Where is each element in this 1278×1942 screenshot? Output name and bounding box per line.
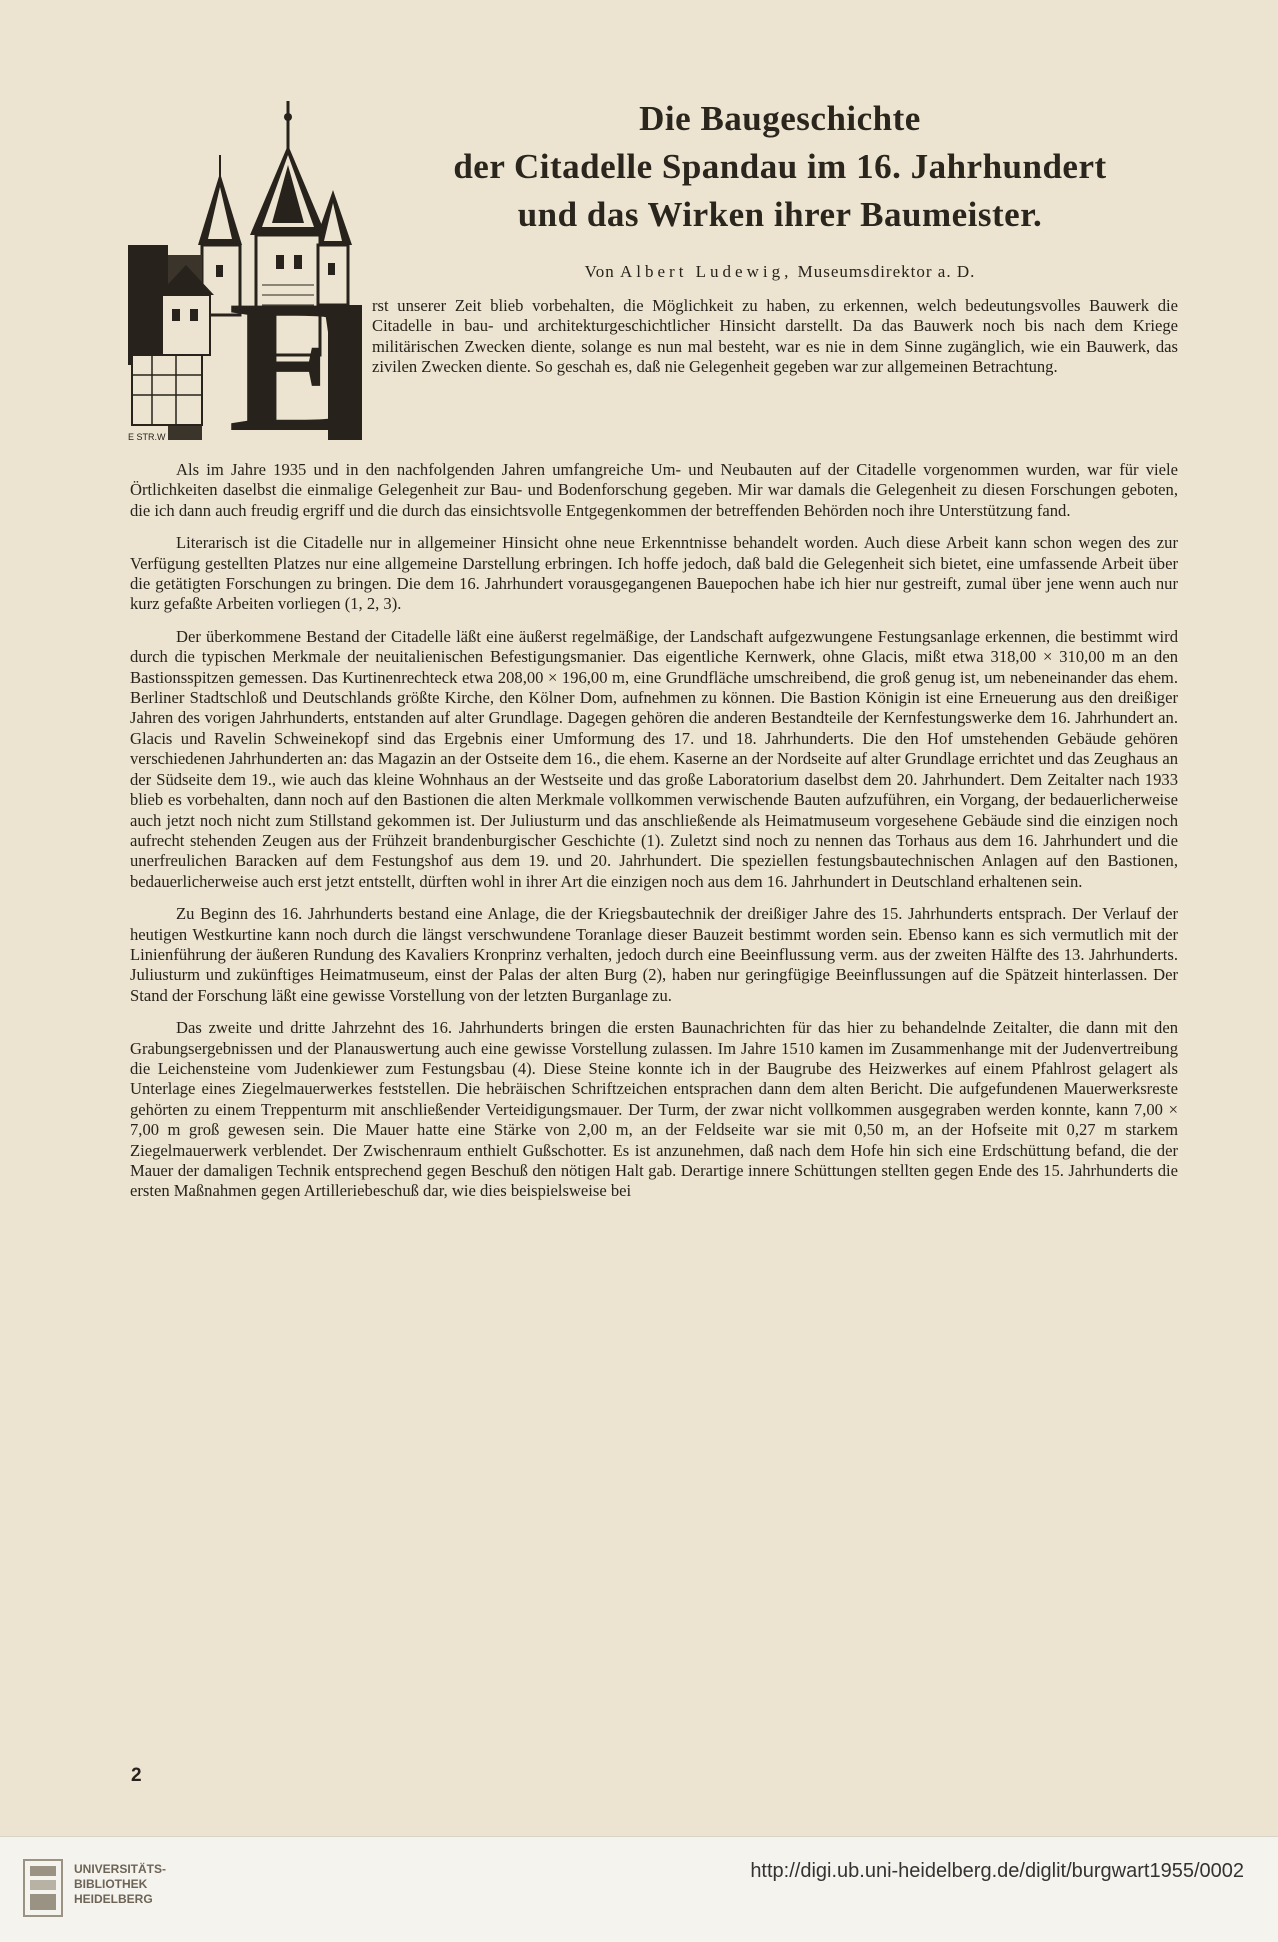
article-body: [130, 460, 1178, 1214]
body-paragraph: Der überkommene Bestand der Citadelle läßt eine äußerst regelmäßige, der Landschaft aufgezwungene Festungsanlage erkennen, die bestimmt wird durch die typischen Merkmale der neuitalienischen Befestigungsmanier. Das eigentliche Kernwerk, ohne Glacis, mißt etwa 318,00 × 310,00 m an den Bastionsspitzen gemessen. Das Kurtinenrechteck etwa 208,00 × 196,00 m, eine Grundfläche umschreibend, die groß genug ist, um nebeneinander das ehem. Berliner Stadtschloß und Deutschlands größte Kirche, den Kölner Dom, aufnehmen zu können. Die Bastion Königin ist eine Erneuerung aus den dreißiger Jahren des vorigen Jahrhunderts, entstanden auf alter Grundlage. Dagegen gehören die anderen Bestandteile der Kernfestungswerke dem 16. Jahrhundert an. Glacis und Ravelin Schweinekopf sind das Ergebnis einer Umformung des 17. und 18. Jahrhunderts. Die den Hof umstehenden Gebäude gehören verschiedenen Jahrhunderten an: das Magazin an der Ostseite dem 16., die ehem. Kaserne an der Nordseite auf alter Grundlage errichtet und das Zeughaus an der Südseite dem 19., wie auch das kleine Wohnhaus an der Westseite und das große Laboratorium daselbst dem 20. Jahrhundert. Dem Zeitalter nach 1933 blieb es vorbehalten, dann noch auf den Bastionen die alten Merkmale vollkommen verwischende Bauten aufzuführen, ein Vorgang, der bedauerlicherweise auch jetzt noch nicht zum Stillstand gekommen ist. Der Juliusturm und das anschließende als Heimatmuseum vorgesehene Gebäude sind die einzigen noch aufrecht stehenden Zeugen aus der Frühzeit brandenburgischer Geschichte (1). Zuletzt sind noch zu nennen das Torhaus aus dem 16. Jahrhundert und die unerfreulichen Baracken auf dem Festungshof aus dem 19. und 20. Jahrhundert. Die speziellen festungsbautechnischen Anlagen auf den Bastionen, bedauerlicherweise auch erst jetzt entstellt, dürften wohl in ihrer Art die einzigen noch aus dem 16. Jahrhundert in Deutschland erhaltenen sein.: [130, 626, 1178, 891]
body-paragraph: Zu Beginn des 16. Jahrhunderts bestand eine Anlage, die der Kriegsbautechnik der dreißiger Jahre des 15. Jahrhunderts entsprach. Der Verlauf der heutigen Westkurtine kann noch durch die längst verschwundene Toranlage dieser Bauzeit bestimmt worden sein. Ebenso kann es sich vermutlich mit der Linienführung der äußeren Rundung des Kavaliers Kronprinz verhalten, jedoch durch eine Beeinflussung verm. aus der zweiten Hälfte des 13. Jahrhunderts. Juliusturm und zukünftiges Heimatmuseum, einst der Palas der alten Burg (2), haben nur geringfügige Beeinflussungen auf die Spätzeit hinterlassen. Der Stand der Forschung läßt eine gewisse Vorstellung von der letzten Burganlage zu.: [130, 904, 1178, 1005]
byline-role: Museumsdirektor a. D.: [797, 262, 976, 281]
source-url-link[interactable]: http://digi.ub.uni-heidelberg.de/diglit/burgwart1955/0002: [750, 1860, 1244, 1882]
author-byline: [380, 262, 1180, 282]
initial-signature: E STR.W: [128, 432, 166, 440]
decorative-initial-e-castle-illustration: [128, 95, 366, 440]
logo-line-1: UNIVERSITÄTS-: [74, 1862, 167, 1876]
body-paragraph: Das zweite und dritte Jahrzehnt des 16. Jahrhunderts bringen die ersten Baunachrichten für das hier zu behandelnde Zeitalter, die dann mit den Grabungsergebnissen und der Planauswertung auch eine gewisse Vorstellung zulassen. Im Jahre 1510 kamen im Zusammenhange mit der Judenvertreibung die Leichensteine vom Judenkiewer zum Festungsbau (4). Diese Steine konnte ich in der Baugrube des Heizwerkes auf einem Pfahlrost gelagert als Unterlage eines Ziegelmauerwerkes feststellen. Die hebräischen Schriftzeichen entsprachen dann dem alten Bericht. Die aufgefundenen Mauerwerksreste gehörten zu einem Treppenturm mit anschließender Verteidigungsmauer. Der Turm, der zwar nicht vollkommen ausgegraben werden konnte, kann 7,00 × 7,00 m groß gewesen sein. Die Mauer hatte eine Stärke von 2,00 m, an der Feldseite war sie mit 0,50 m, an der Hofseite mit 0,27 m starkem Ziegelmauerwerk verblendet. Der Zwischenraum enthielt Gußschotter. Es ist anzunehmen, daß nach dem Hofe hin sich eine Erdschüttung befand, die der Mauer der damaligen Technik entsprechend gegen Beschuß den nötigen Halt gab. Derartige innere Schüttungen stellten gegen Ende des 15. Jahrhunderts die ersten Maßnahmen gegen Artilleriebeschuß dar, wie dies beispielsweise bei: [130, 1018, 1178, 1201]
title-line-2: der Citadelle Spandau im 16. Jahrhundert: [453, 147, 1107, 186]
footer-bar: [0, 1836, 1278, 1942]
body-paragraph: Literarisch ist die Citadelle nur in allgemeiner Hinsicht ohne neue Erkenntnisse behandelt worden. Auch diese Arbeit kann schon wegen des zur Verfügung gestellten Platzes nur eine allgemeine Darstellung erbringen. Ich hoffe jedoch, daß bald die Gelegenheit sich bietet, eine umfassende Arbeit über die getätigten Forschungen zu bringen. Die dem 16. Jahrhundert vorausgegangenen Bauepochen habe ich hier nur gestreift, zumal über jene wenn auch nur kurz gefaßte Arbeiten vorliegen (1, 2, 3).: [130, 533, 1178, 614]
body-paragraph: Als im Jahre 1935 und in den nachfolgenden Jahren umfangreiche Um- und Neubauten auf der Citadelle vorgenommen wurden, war für viele Örtlichkeiten daselbst die einmalige Gelegenheit zur Bau- und Bodenforschung gegeben. Mir war damals die Gelegenheit zu diesen Forschungen geboten, die ich dann auch freudig ergriff und die durch das einsichtsvolle Entgegenkommen der betreffenden Behörden noch ihre Unterstützung fand.: [130, 460, 1178, 520]
university-library-logo-text: [74, 1862, 166, 1907]
article-title: [380, 95, 1180, 239]
university-library-logo-icon: [20, 1856, 66, 1920]
byline-author: Albert Ludewig,: [619, 262, 793, 281]
page-number: 2: [131, 1765, 142, 1786]
logo-line-3: HEIDELBERG: [74, 1892, 153, 1906]
title-line-3: und das Wirken ihrer Baumeister.: [517, 195, 1043, 234]
initial-letter-e: E: [228, 262, 355, 440]
title-line-1: Die Baugeschichte: [639, 99, 921, 138]
byline-prefix: Von: [584, 262, 615, 281]
intro-paragraph: rst unserer Zeit blieb vorbehalten, die Möglichkeit zu haben, zu erkennen, welch bedeutungsvolles Bauwerk die Citadelle in bau- und architekturgeschichtlicher Hinsicht darstellt. Da das Bauwerk noch bis nach dem Kriege militärischen Zwecken diente, solange es nun mal besteht, war es nie in dem Sinne zugänglich, wie ein Bauwerk, das zivilen Zwecken diente. So geschah es, daß nie Gelegenheit gegeben war zur allgemeinen Betrachtung.: [372, 296, 1178, 377]
logo-line-2: BIBLIOTHEK: [74, 1877, 148, 1891]
